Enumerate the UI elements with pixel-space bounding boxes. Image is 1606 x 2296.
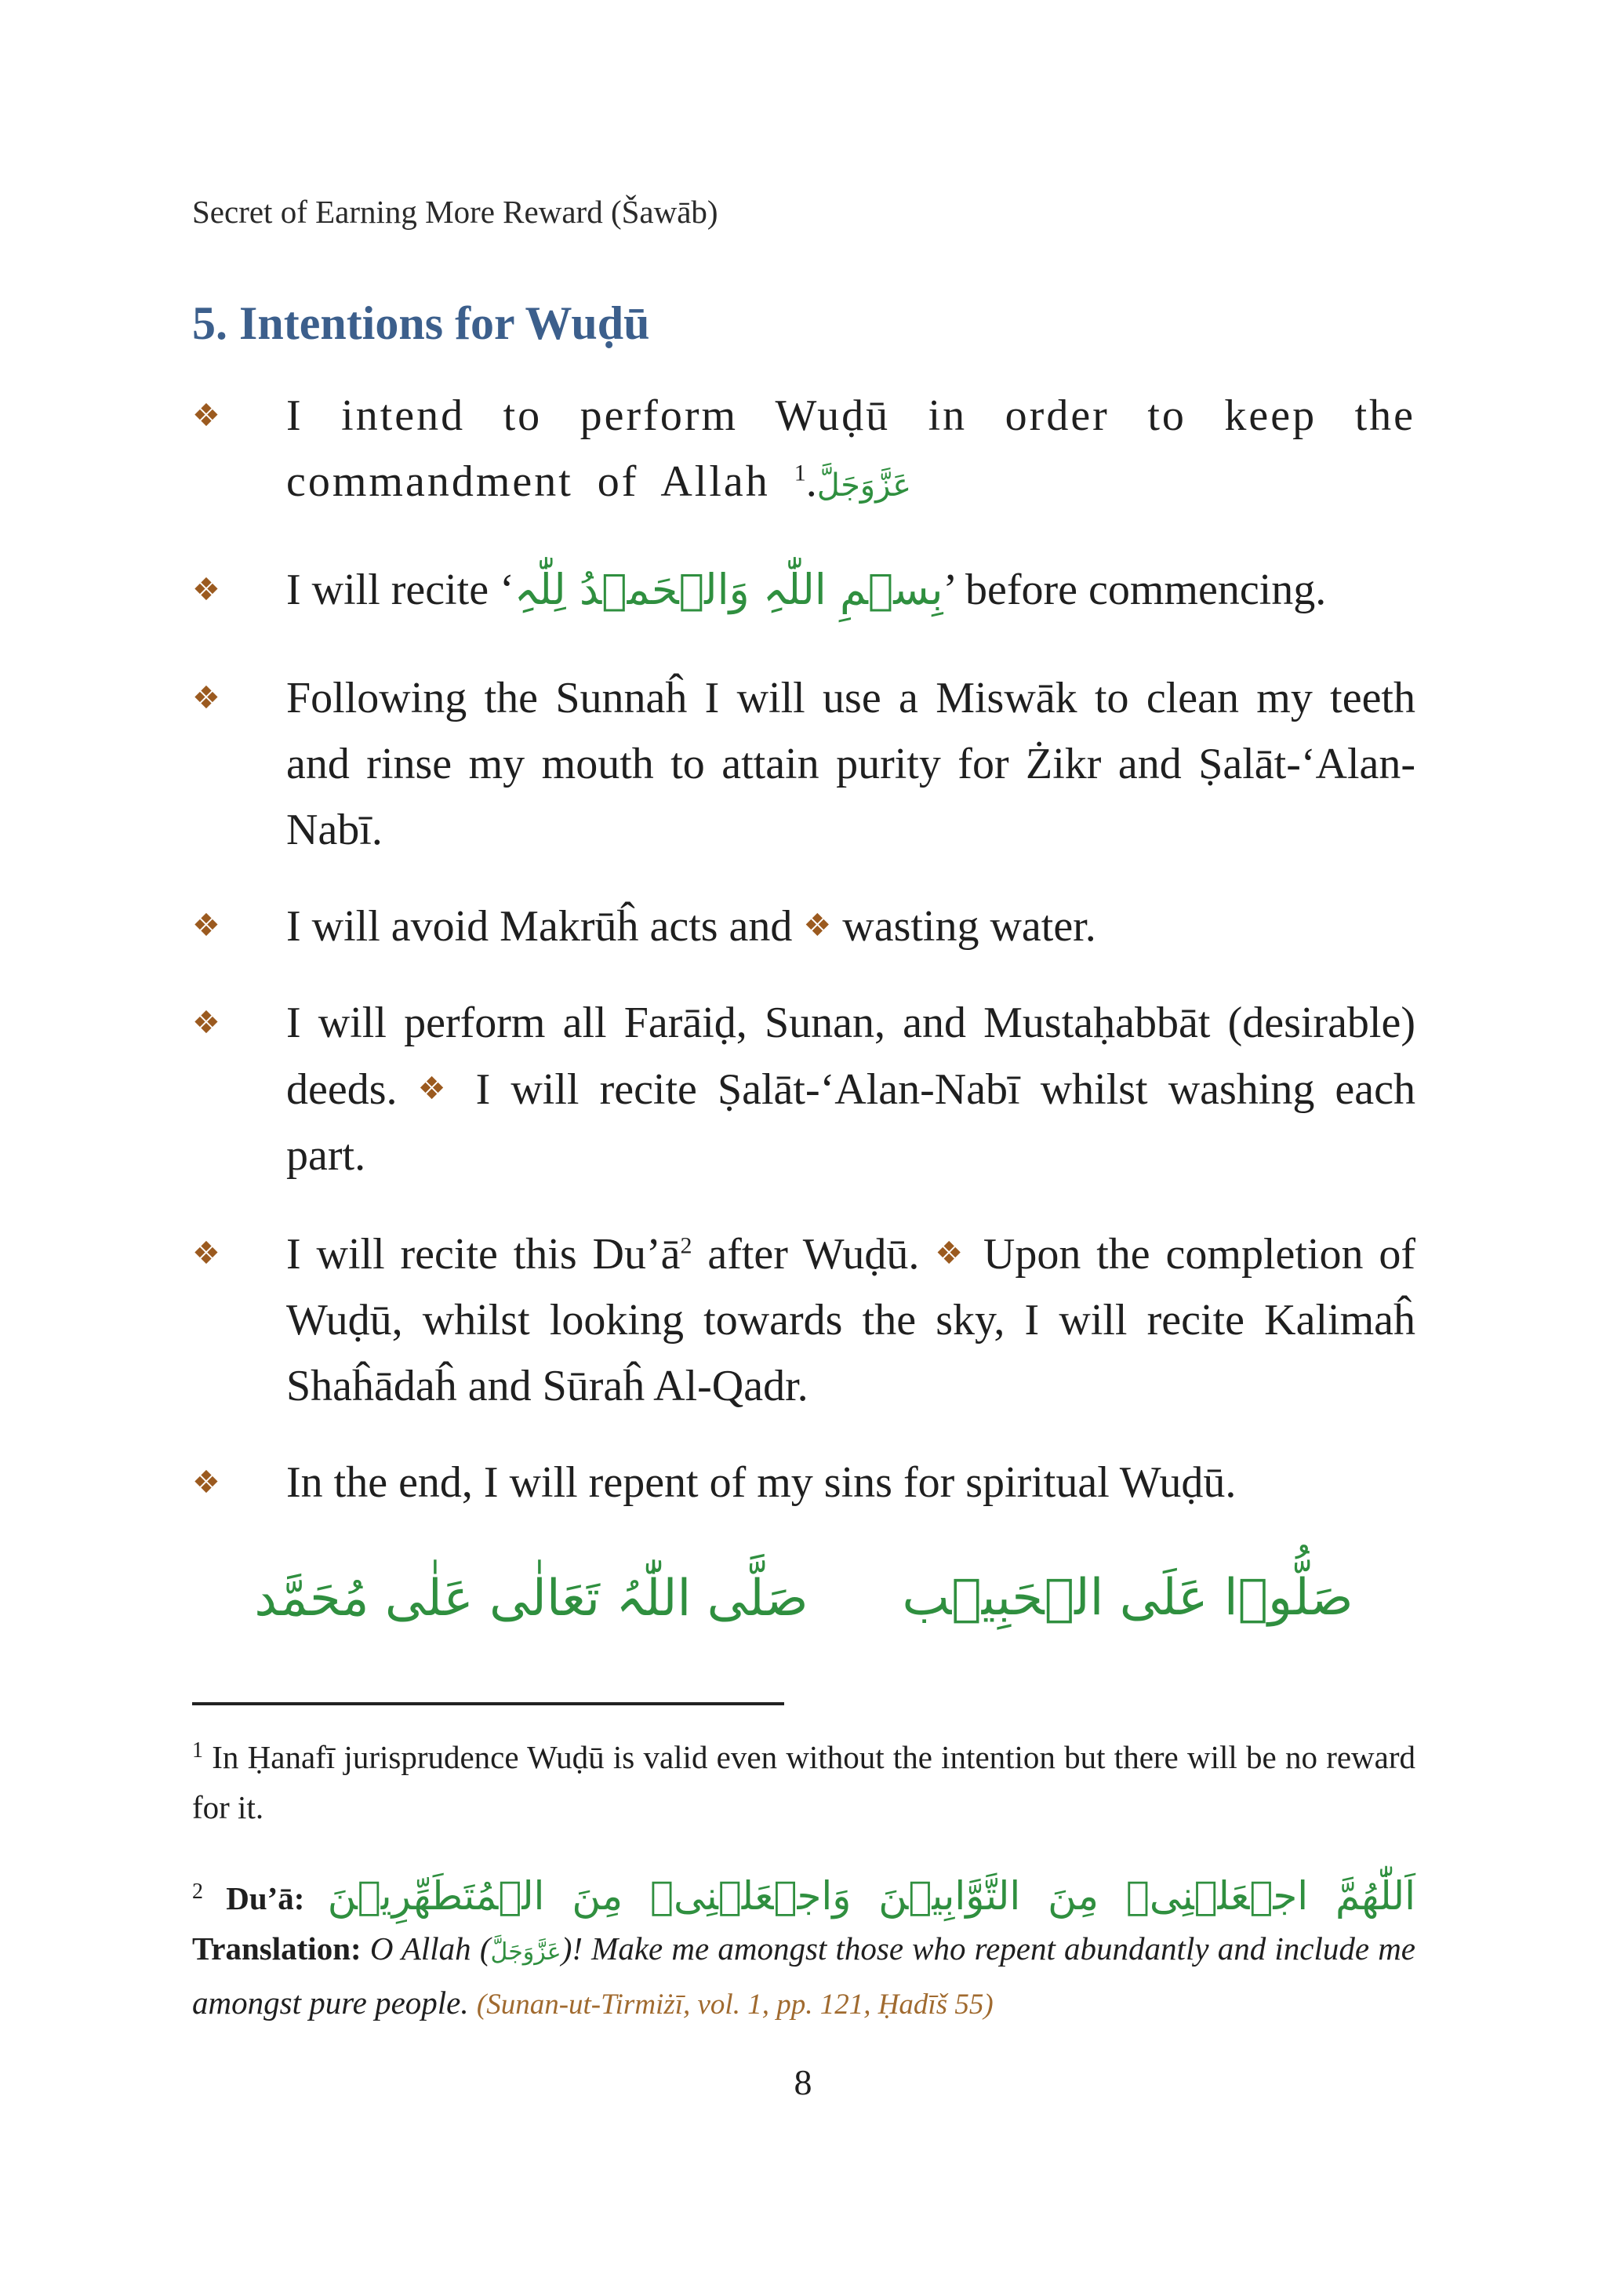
footnote-1 xyxy=(192,1726,1415,1832)
intention-item-6 xyxy=(192,1221,1415,1418)
intention-text-end: I will recite Ṣalāt-‘Alan-Nabī whilst washing each part. xyxy=(286,1065,1415,1180)
intention-item-5 xyxy=(192,990,1415,1188)
footnote-divider xyxy=(192,1702,784,1705)
intention-text-end: . xyxy=(805,457,817,506)
bullet-icon: ❖ xyxy=(192,680,220,716)
intention-text-end: ’ before commencing. xyxy=(943,566,1327,614)
bullet-icon: ❖ xyxy=(417,1071,456,1107)
intention-item-4 xyxy=(192,893,1415,959)
bullet-icon: ❖ xyxy=(192,908,220,944)
intention-text: I will recite ‘ xyxy=(286,566,514,614)
salutation xyxy=(192,1569,1415,1628)
page-number: 8 xyxy=(794,2062,812,2102)
salutation-left: صَلَّی اللّٰہُ تَعَالٰی عَلٰی مُحَمَّد xyxy=(254,1570,808,1628)
bullet-icon: ❖ xyxy=(803,908,832,944)
running-head: Secret of Earning More Reward (Šawāb) xyxy=(192,194,718,230)
footnote-number: 1 xyxy=(192,1738,203,1763)
intention-text-end: wasting water. xyxy=(831,902,1096,951)
bullet-icon: ❖ xyxy=(192,398,220,434)
intention-text: Following the Sunnaĥ I will use a Miswāk to clean my teeth and rinse my mouth to attain purity for Żikr and Ṣalāt-‘Alan-Nabī. xyxy=(286,674,1415,854)
dua-label: Du’ā: xyxy=(226,1880,305,1916)
translation-label: Translation: xyxy=(192,1930,362,1967)
bullet-icon: ❖ xyxy=(192,1005,220,1041)
bullet-icon: ❖ xyxy=(192,1235,220,1272)
intention-text: I will perform all Farāiḍ, Sunan, and Mustaḥabbāt (desirable) deeds. xyxy=(286,999,1415,1114)
intention-text: I will recite this Du’ā xyxy=(286,1230,681,1279)
intention-text: In the end, I will repent of my sins for spiritual Wuḍū. xyxy=(286,1458,1237,1507)
footnote-ref: 2 xyxy=(680,1232,692,1259)
intention-item-1 xyxy=(192,383,1415,515)
intention-item-7 xyxy=(192,1450,1415,1516)
bullet-icon: ❖ xyxy=(192,1465,220,1501)
arabic-honorific: عَزَّوَجَلَّ xyxy=(490,1938,561,1966)
footnote-text: In Ḥanafī jurisprudence Wuḍū is valid even without the intention but there will be no reward for it. xyxy=(192,1739,1416,1825)
salutation-right: صَلُّوۡا عَلَی الۡحَبِیۡب xyxy=(902,1569,1353,1627)
intention-text: I will avoid Makrūĥ acts and xyxy=(286,902,804,951)
section-title: 5. Intentions for Wuḍū xyxy=(192,297,650,349)
footnote-ref: 1 xyxy=(794,460,806,486)
intention-item-3 xyxy=(192,665,1415,863)
intention-item-2 xyxy=(192,557,1415,623)
hadith-reference: (Sunan-ut-Tirmiżī, vol. 1, pp. 121, Ḥadīš 55) xyxy=(476,1989,994,2021)
intention-text-mid: after Wuḍū. xyxy=(692,1230,936,1279)
dua-arabic: اَللّٰهُمَّ اجۡعَلۡنِىۡ مِنَ التَّوَّابِيۡنَ وَاجۡعَلۡنِىۡ مِنَ الۡمُتَطَهِّرِيۡنَ xyxy=(327,1873,1416,1919)
intention-text-end: Upon the completion of Wuḍū, whilst looking towards the sky, I will recite Kalimaĥ Shaĥādaĥ and Sūraĥ Al-Qadr. xyxy=(286,1230,1416,1410)
bullet-icon: ❖ xyxy=(192,572,220,608)
bullet-icon: ❖ xyxy=(935,1235,968,1272)
translation-text-end: )! Make me amongst those who repent abundantly and include me amongst pure people. xyxy=(192,1930,1415,2021)
intentions-list xyxy=(192,383,1415,1516)
arabic-honorific: عَزَّوَجَلَّ xyxy=(816,468,912,504)
footnote-2 xyxy=(192,1867,1415,2030)
footnote-number: 2 xyxy=(192,1879,203,1904)
intention-text: I intend to perform Wuḍū in order to keep the commandment of Allah xyxy=(286,391,1415,506)
arabic-bismillah: بِسۡمِ اللّٰہِ وَالۡحَمۡدُ لِلّٰہِ xyxy=(514,565,943,614)
translation-text: O Allah ( xyxy=(369,1930,491,1967)
